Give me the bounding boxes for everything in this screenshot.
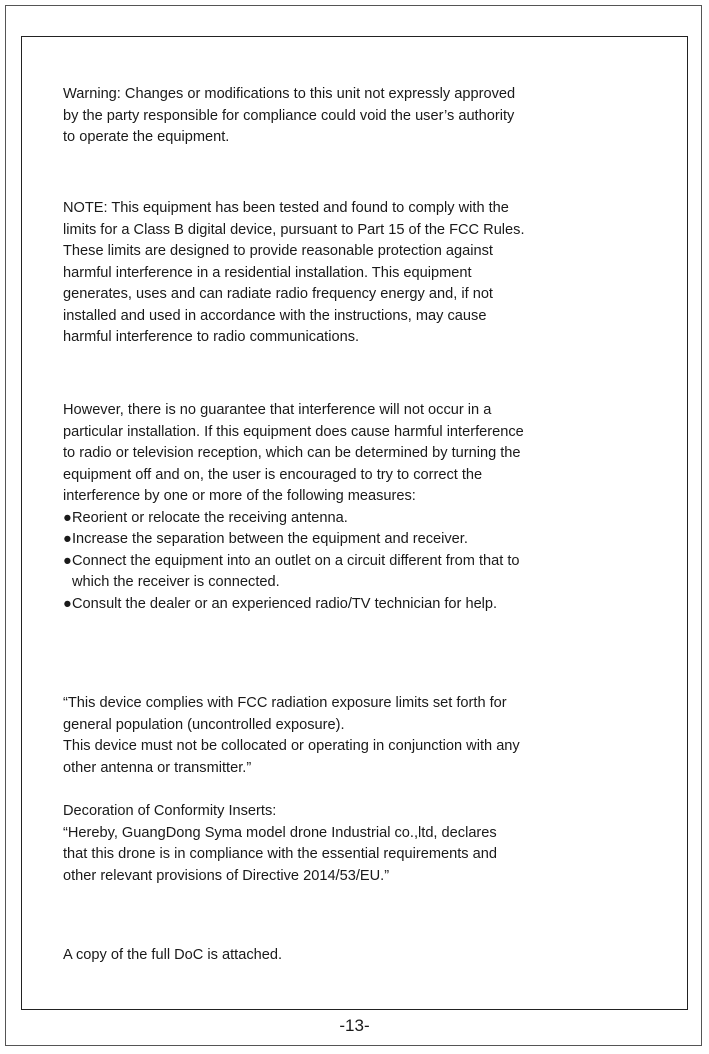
measure-list-item [63, 529, 633, 551]
bullet-icon: ● [63, 531, 72, 547]
radiation-line: general population (uncontrolled exposure). [63, 716, 345, 733]
warning-line: by the party responsible for compliance could void the user’s authority [63, 107, 515, 124]
conformity-line: other relevant provisions of Directive 2014/53/EU.” [63, 867, 390, 884]
note-line: NOTE: This equipment has been tested and found to comply with the [63, 200, 509, 216]
note-line: These limits are designed to provide reasonable protection against [63, 243, 493, 259]
conformity-line: “Hereby, GuangDong Syma model drone Industrial co.,ltd, declares [63, 824, 497, 841]
bullet-icon: ● [63, 509, 72, 526]
fcc-note-paragraph [63, 198, 633, 349]
measure-text: Reorient or relocate the receiving antenna. [72, 509, 348, 526]
however-line: to radio or television reception, which can be determined by turning the [63, 445, 521, 461]
manual-page [5, 5, 702, 1046]
measure-list-item [63, 594, 633, 616]
conformity-line: that this drone is in compliance with the essential requirements and [63, 846, 497, 862]
however-line: particular installation. If this equipment does cause harmful interference [63, 423, 524, 440]
measure-text: Consult the dealer or an experienced radio/TV technician for help. [72, 595, 498, 612]
conformity-paragraph [63, 801, 633, 887]
radiation-line: other antenna or transmitter.” [63, 759, 252, 776]
however-line: equipment off and on, the user is encouraged to try to correct the [63, 466, 483, 483]
note-line: installed and used in accordance with the instructions, may cause [63, 307, 487, 324]
note-line: limits for a Class B digital device, pursuant to Part 15 of the FCC Rules. [63, 221, 525, 238]
warning-line: Warning: Changes or modifications to this unit not expressly approved [63, 86, 516, 102]
note-line: harmful interference in a residential installation. This equipment [63, 264, 472, 281]
radiation-line: This device must not be collocated or operating in conjunction with any [63, 738, 520, 754]
measure-list-item [63, 508, 633, 530]
note-line: harmful interference to radio communications. [63, 329, 360, 345]
however-line: However, there is no guarantee that interference will not occur in a [63, 402, 492, 418]
note-line: generates, uses and can radiate radio frequency energy and, if not [63, 286, 493, 302]
bullet-icon: ● [63, 552, 72, 569]
measure-continuation: which the receiver is connected. [72, 574, 280, 590]
bullet-icon: ● [63, 595, 72, 612]
doc-attached-paragraph [63, 945, 633, 967]
conformity-line: Decoration of Conformity Inserts: [63, 803, 277, 819]
doc-attached-text: A copy of the full DoC is attached. [63, 947, 283, 963]
however-line: interference by one or more of the following measures: [63, 488, 416, 504]
page-number: -13- [339, 1016, 370, 1035]
measure-list-item [63, 551, 633, 573]
radiation-exposure-paragraph [63, 693, 633, 779]
radiation-line: “This device complies with FCC radiation exposure limits set forth for [63, 695, 507, 711]
measure-text: Connect the equipment into an outlet on a circuit different from that to [72, 552, 520, 569]
measure-text: Increase the separation between the equipment and receiver. [72, 531, 468, 547]
warning-paragraph [63, 84, 633, 149]
warning-line: to operate the equipment. [63, 129, 230, 145]
interference-paragraph [63, 400, 633, 615]
